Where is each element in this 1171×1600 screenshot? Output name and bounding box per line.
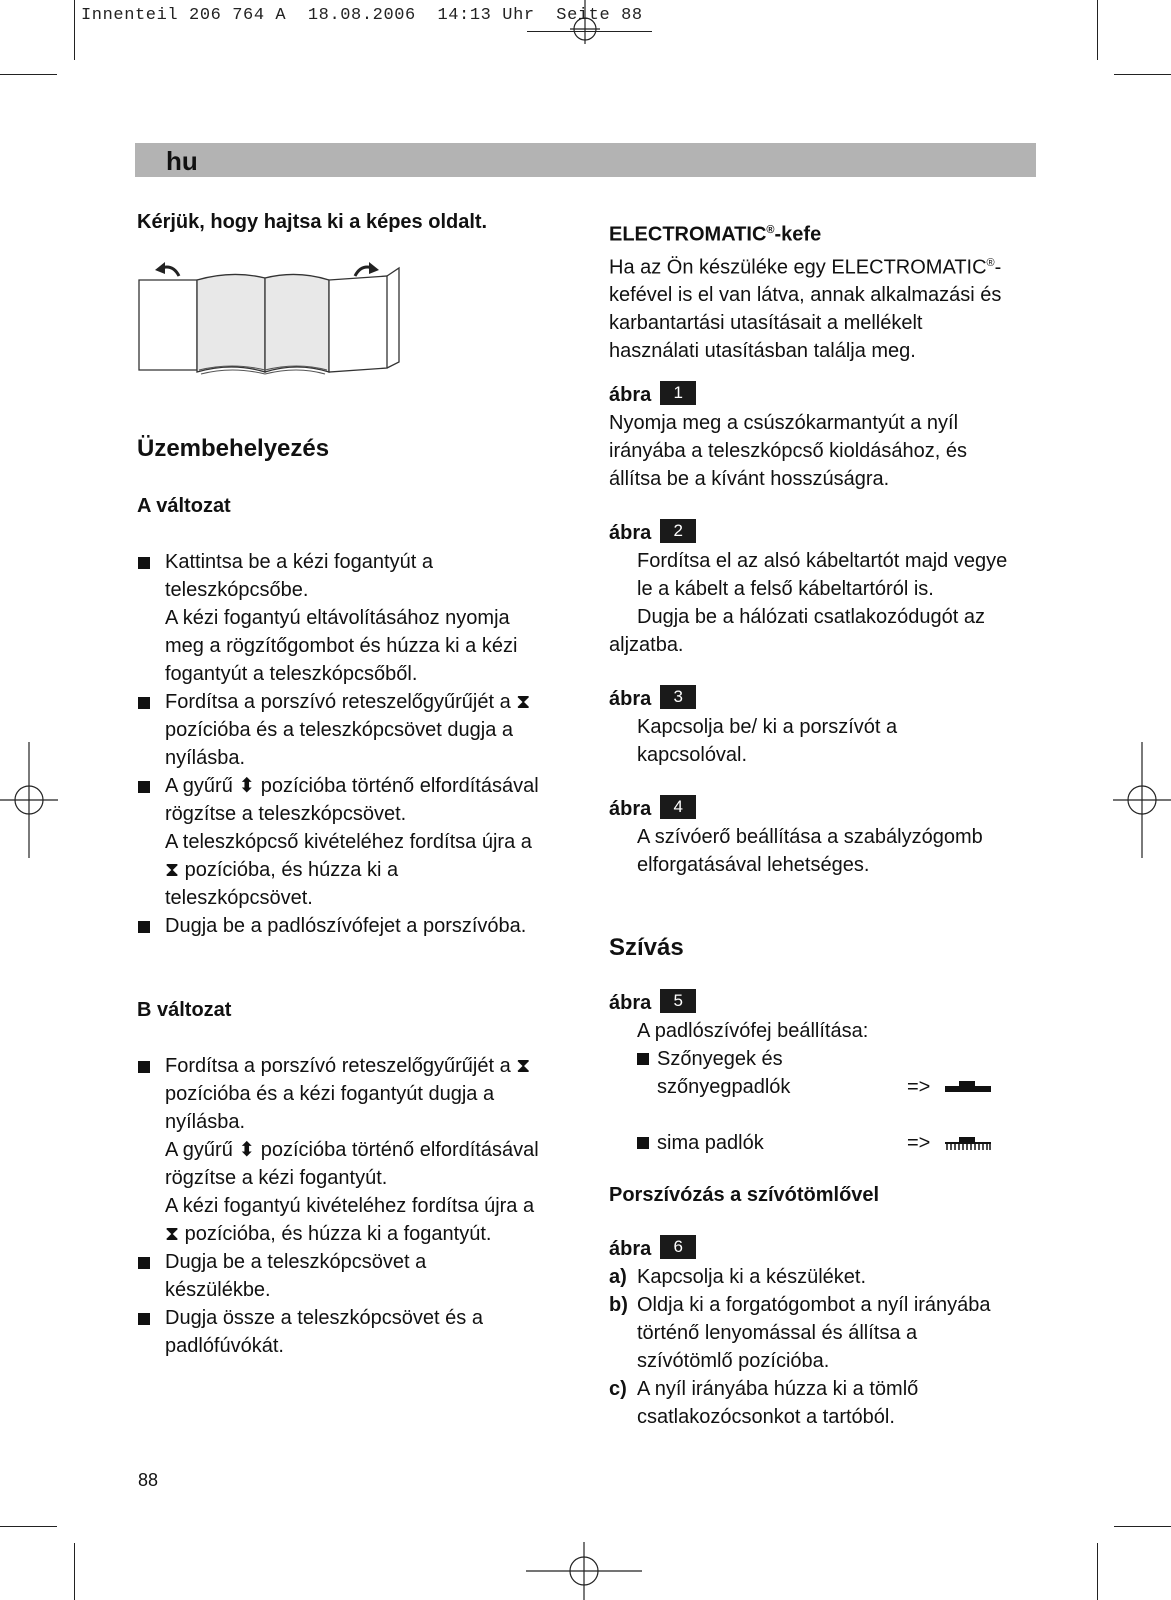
figure-2-text: Fordítsa el az alsó kábeltartót majd vegye le a kábelt a felső kábeltartóról is. Dugja be a hálózati csatlakozódugót az aljzatba. xyxy=(609,550,1008,657)
figure-ref-6: ábra 6 xyxy=(609,1233,1049,1263)
figure-number-badge: 2 xyxy=(660,519,696,543)
crop-mark xyxy=(0,1526,57,1527)
registration-mark-icon xyxy=(1113,742,1171,858)
figure-ref-2: ábra 2 xyxy=(609,517,1049,547)
section-heading-suction: Szívás xyxy=(609,934,684,962)
language-bar xyxy=(135,143,1036,177)
crop-mark xyxy=(74,0,75,60)
list-item: Dugja be a padlószívófejet a porszívóba. xyxy=(137,912,577,940)
section-heading-setup: Üzembehelyezés xyxy=(137,435,330,462)
registration-mark-icon xyxy=(0,742,58,858)
step-a: a) Kapcsolja ki a készüléket. xyxy=(609,1266,867,1289)
crop-mark xyxy=(1114,1526,1171,1527)
hourglass-unlock-icon: ⧗ xyxy=(165,1223,180,1245)
figure-ref-1: ábra 1 xyxy=(609,379,1049,409)
hourglass-unlock-icon: ⧗ xyxy=(516,691,531,713)
slug-underline xyxy=(527,31,652,32)
variant-b-title: B változat xyxy=(137,999,232,1021)
hourglass-unlock-icon: ⧗ xyxy=(165,859,180,881)
variant-a-title: A változat xyxy=(137,495,231,517)
hourglass-unlock-icon: ⧗ xyxy=(516,1055,531,1077)
figure-ref-3: ábra 3 xyxy=(609,683,1049,713)
right-column xyxy=(609,216,1049,1431)
list-item: Dugja be a teleszkópcsövet a készülékbe. xyxy=(137,1248,577,1304)
hose-section-title: Porszívózás a szívótömlővel xyxy=(609,1184,880,1207)
figure-1-text: Nyomja meg a csúszókarmantyút a nyíl irányába a teleszkópcső kioldásához, és állítsa be a kívánt hosszúságra. xyxy=(609,412,967,491)
crop-mark xyxy=(1114,74,1171,75)
figure-number-badge: 6 xyxy=(660,1235,696,1259)
fold-instruction: Kérjük, hogy hajtsa ki a képes oldalt. xyxy=(137,211,488,233)
print-slug: Innenteil 206 764 A 18.08.2006 14:13 Uhr Seite 88 xyxy=(81,6,643,25)
figure-ref-5: ábra 5 xyxy=(609,987,1049,1017)
floor-setting-hard: sima padlók => xyxy=(609,1129,1049,1157)
lock-arrows-icon: ⬍ xyxy=(238,1139,256,1161)
figure-6-steps xyxy=(609,1263,1049,1431)
list-item: Dugja össze a teleszkópcsövet és a padlófúvókát. xyxy=(137,1304,577,1360)
page-number: 88 xyxy=(138,1470,159,1490)
electromatic-text: Ha az Ön készüléke egy ELECTROMATIC®- kefével is el van látva, annak alkalmazási és karbantartási utasításait a mellékelt használati utasításban találja meg. xyxy=(609,256,1002,363)
crop-mark xyxy=(1097,1543,1098,1600)
crop-mark xyxy=(74,1543,75,1600)
list-item: Fordítsa a porszívó reteszelőgyűrűjét a ⧗ pozícióba és a teleszkópcsövet dugja a nyílásba. xyxy=(137,688,577,772)
figure-3-text: Kapcsolja be/ ki a porszívót a kapcsolóval. xyxy=(637,716,898,767)
registration-mark-icon xyxy=(526,1542,642,1600)
electromatic-title: ELECTROMATIC®-kefe xyxy=(609,223,822,246)
hard-floor-setting-icon xyxy=(945,1135,991,1151)
list-item: A gyűrű ⬍ pozícióba történő elfordításával rögzítse a teleszkópcsövet. A teleszkópcső kivételéhez fordítsa újra a ⧗ pozícióba, és húzza ki a teleszkópcsövet. xyxy=(137,772,577,912)
figure-ref-4: ábra 4 xyxy=(609,793,1049,823)
figure-number-badge: 4 xyxy=(660,795,696,819)
list-item: Kattintsa be a kézi fogantyút a teleszkópcsőbe. A kézi fogantyú eltávolításához nyomja meg a rögzítőgombot és húzza ki a kézi fogantyút a teleszkópcsőből. xyxy=(137,548,577,688)
step-c: c) A nyíl irányába húzza ki a tömlő csatlakozócsonkot a tartóból. xyxy=(609,1378,919,1429)
figure-5-text: A padlószívófej beállítása: Szőnyegek és szőnyegpadlók => sima padlók => xyxy=(609,1017,1049,1157)
crop-mark xyxy=(1097,0,1098,60)
figure-4-text: A szívóerő beállítása a szabályzógomb elforgatásával lehetséges. xyxy=(637,826,983,877)
list-item: Fordítsa a porszívó reteszelőgyűrűjét a ⧗ pozícióba és a kézi fogantyút dugja a nyílásba. A gyűrű ⬍ pozícióba történő elfordításával rögzítse a kézi fogantyút. A kézi fogantyú kivételéhez fordítsa újra a ⧗ pozícióba, és húzza ki a fogantyút. xyxy=(137,1052,577,1248)
crop-mark xyxy=(0,74,57,75)
language-code: hu xyxy=(166,146,198,176)
figure-number-badge: 1 xyxy=(660,381,696,405)
left-column xyxy=(137,208,577,1360)
step-b: b) Oldja ki a forgatógombot a nyíl irányába történő lenyomással és állítsa a szívótömlő pozícióba. xyxy=(609,1294,991,1373)
fold-out-page-illustration xyxy=(137,262,407,380)
figure-number-badge: 5 xyxy=(660,989,696,1013)
lock-arrows-icon: ⬍ xyxy=(238,775,256,797)
figure-number-badge: 3 xyxy=(660,685,696,709)
carpet-setting-icon xyxy=(945,1079,991,1095)
floor-setting-carpet: Szőnyegek és szőnyegpadlók => xyxy=(609,1045,1049,1101)
